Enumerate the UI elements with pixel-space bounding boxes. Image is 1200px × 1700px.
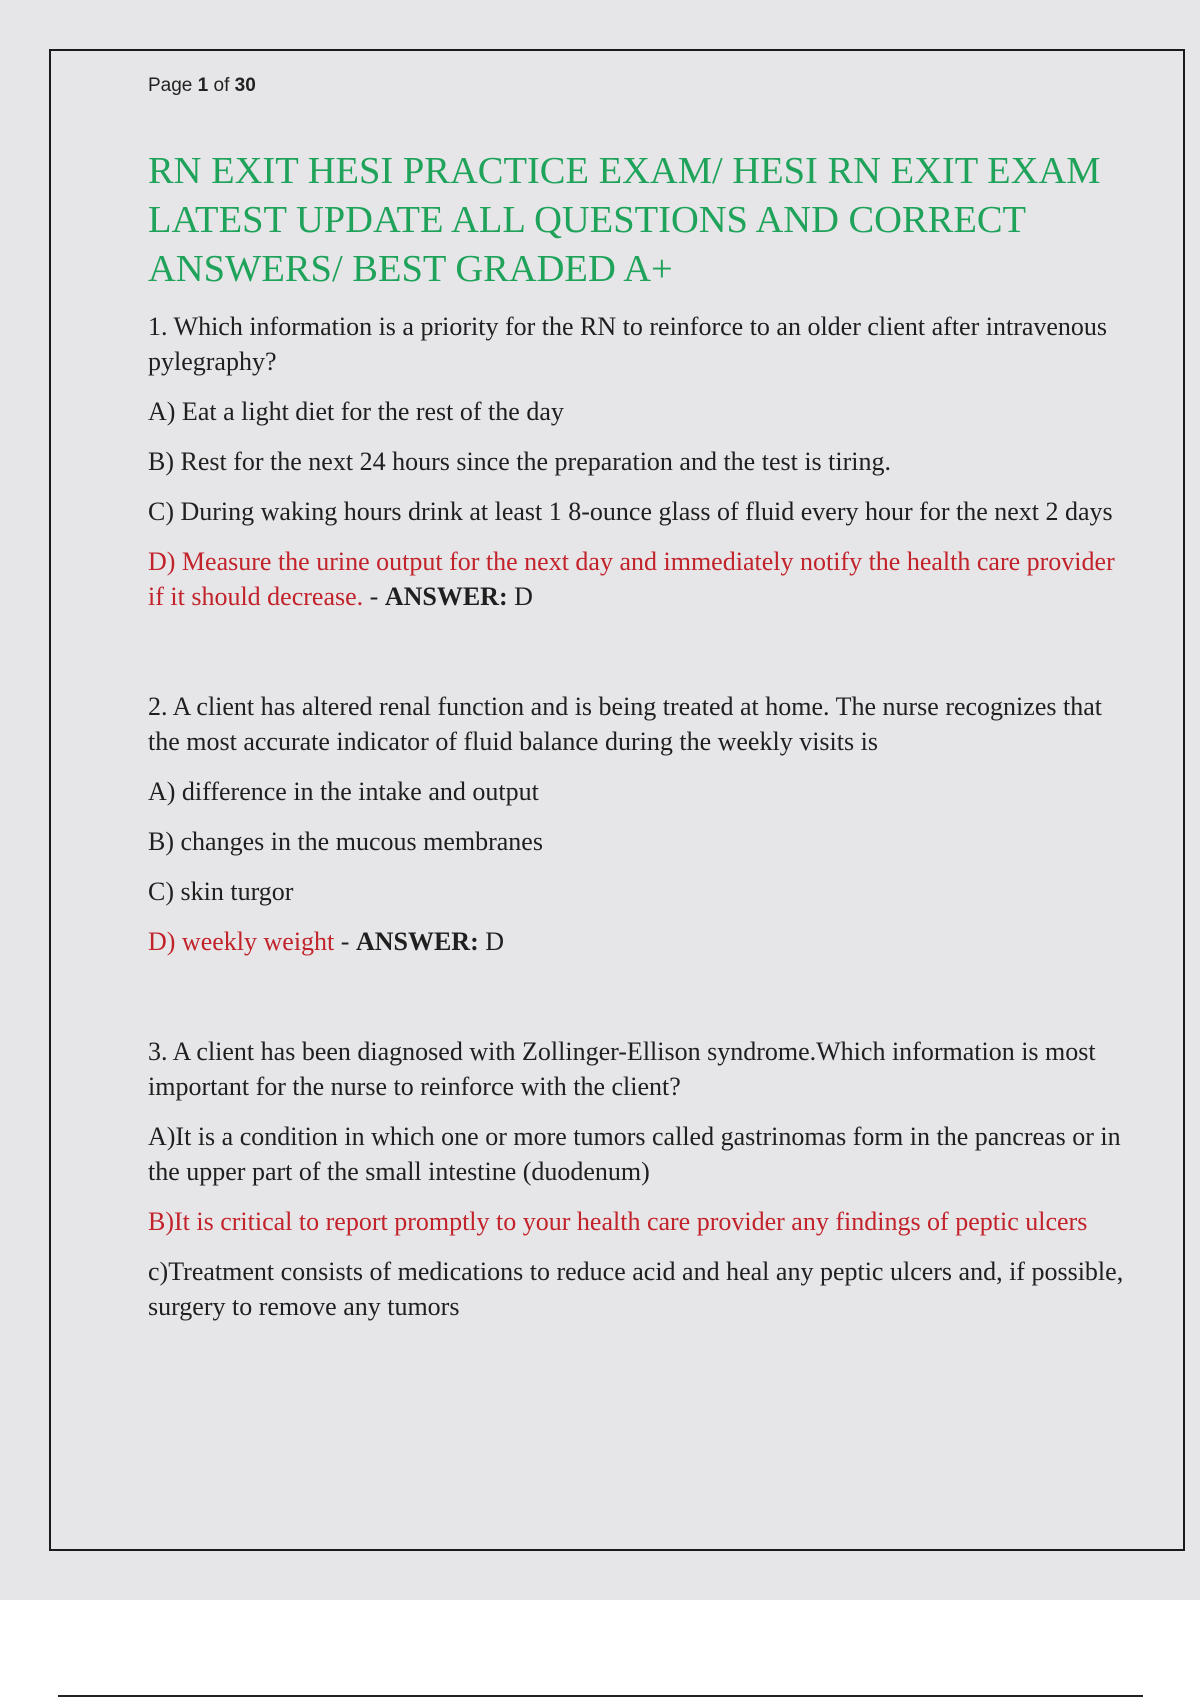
question-stem: 2. A client has altered renal function and is being treated at home. The nurse recognizes that the most accurate indicator of fluid balance during the weekly visits is [148, 692, 1102, 756]
answer-tag: - ANSWER: D [340, 927, 505, 956]
option-b-correct: B)It is critical to report promptly to your health care provider any findings of peptic ulcers [148, 1207, 1088, 1236]
answer-label: ANSWER: [355, 927, 479, 956]
option-c: c)Treatment consists of medications to reduce acid and heal any peptic ulcers and, if possible, surgery to remove any tumors [148, 1257, 1124, 1321]
spacer [148, 979, 1128, 1034]
answer-tag: - ANSWER: D [369, 582, 533, 611]
question-2 [148, 689, 1128, 959]
bottom-divider [58, 1695, 1143, 1697]
page-current: 1 [197, 75, 209, 96]
page-total: 30 [234, 75, 256, 96]
option-a: A)It is a condition in which one or more tumors called gastrinomas form in the pancreas or in the upper part of the small intestine (duodenum) [148, 1122, 1121, 1186]
spacer [148, 634, 1128, 689]
page-number [148, 75, 256, 97]
page-label-of: of [208, 75, 235, 96]
answer-label: ANSWER: [384, 582, 508, 611]
option-d-correct [148, 924, 1128, 959]
document-title: RN EXIT HESI PRACTICE EXAM/ HESI RN EXIT EXAM LATEST UPDATE ALL QUESTIONS AND CORRECT ANSWERS/ BEST GRADED A+ [148, 150, 1101, 290]
option-c: C) During waking hours drink at least 1 8-ounce glass of fluid every hour for the next 2 days [148, 497, 1113, 526]
option-b: B) Rest for the next 24 hours since the preparation and the test is tiring. [148, 447, 891, 476]
option-c: C) skin turgor [148, 877, 294, 906]
question-3 [148, 1034, 1128, 1324]
correct-option-text: D) weekly weight [148, 927, 335, 956]
answer-value: D [514, 582, 533, 611]
option-b: B) changes in the mucous membranes [148, 827, 543, 856]
answer-value: D [485, 927, 505, 956]
option-a: A) difference in the intake and output [148, 777, 539, 806]
option-a: A) Eat a light diet for the rest of the day [148, 397, 564, 426]
option-d-correct [148, 544, 1128, 614]
correct-option-text: D) Measure the urine output for the next day and immediately notify the health care provider if it should decrease. [148, 547, 1115, 611]
question-stem: 1. Which information is a priority for the RN to reinforce to an older client after intravenous pylegraphy? [148, 312, 1108, 376]
document-page [49, 49, 1185, 1551]
question-stem: 3. A client has been diagnosed with Zollinger-Ellison syndrome.Which information is most important for the nurse to reinforce with the client? [148, 1037, 1096, 1101]
question-list [148, 309, 1128, 1344]
question-1 [148, 309, 1128, 614]
page-label-prefix: Page [148, 75, 198, 96]
